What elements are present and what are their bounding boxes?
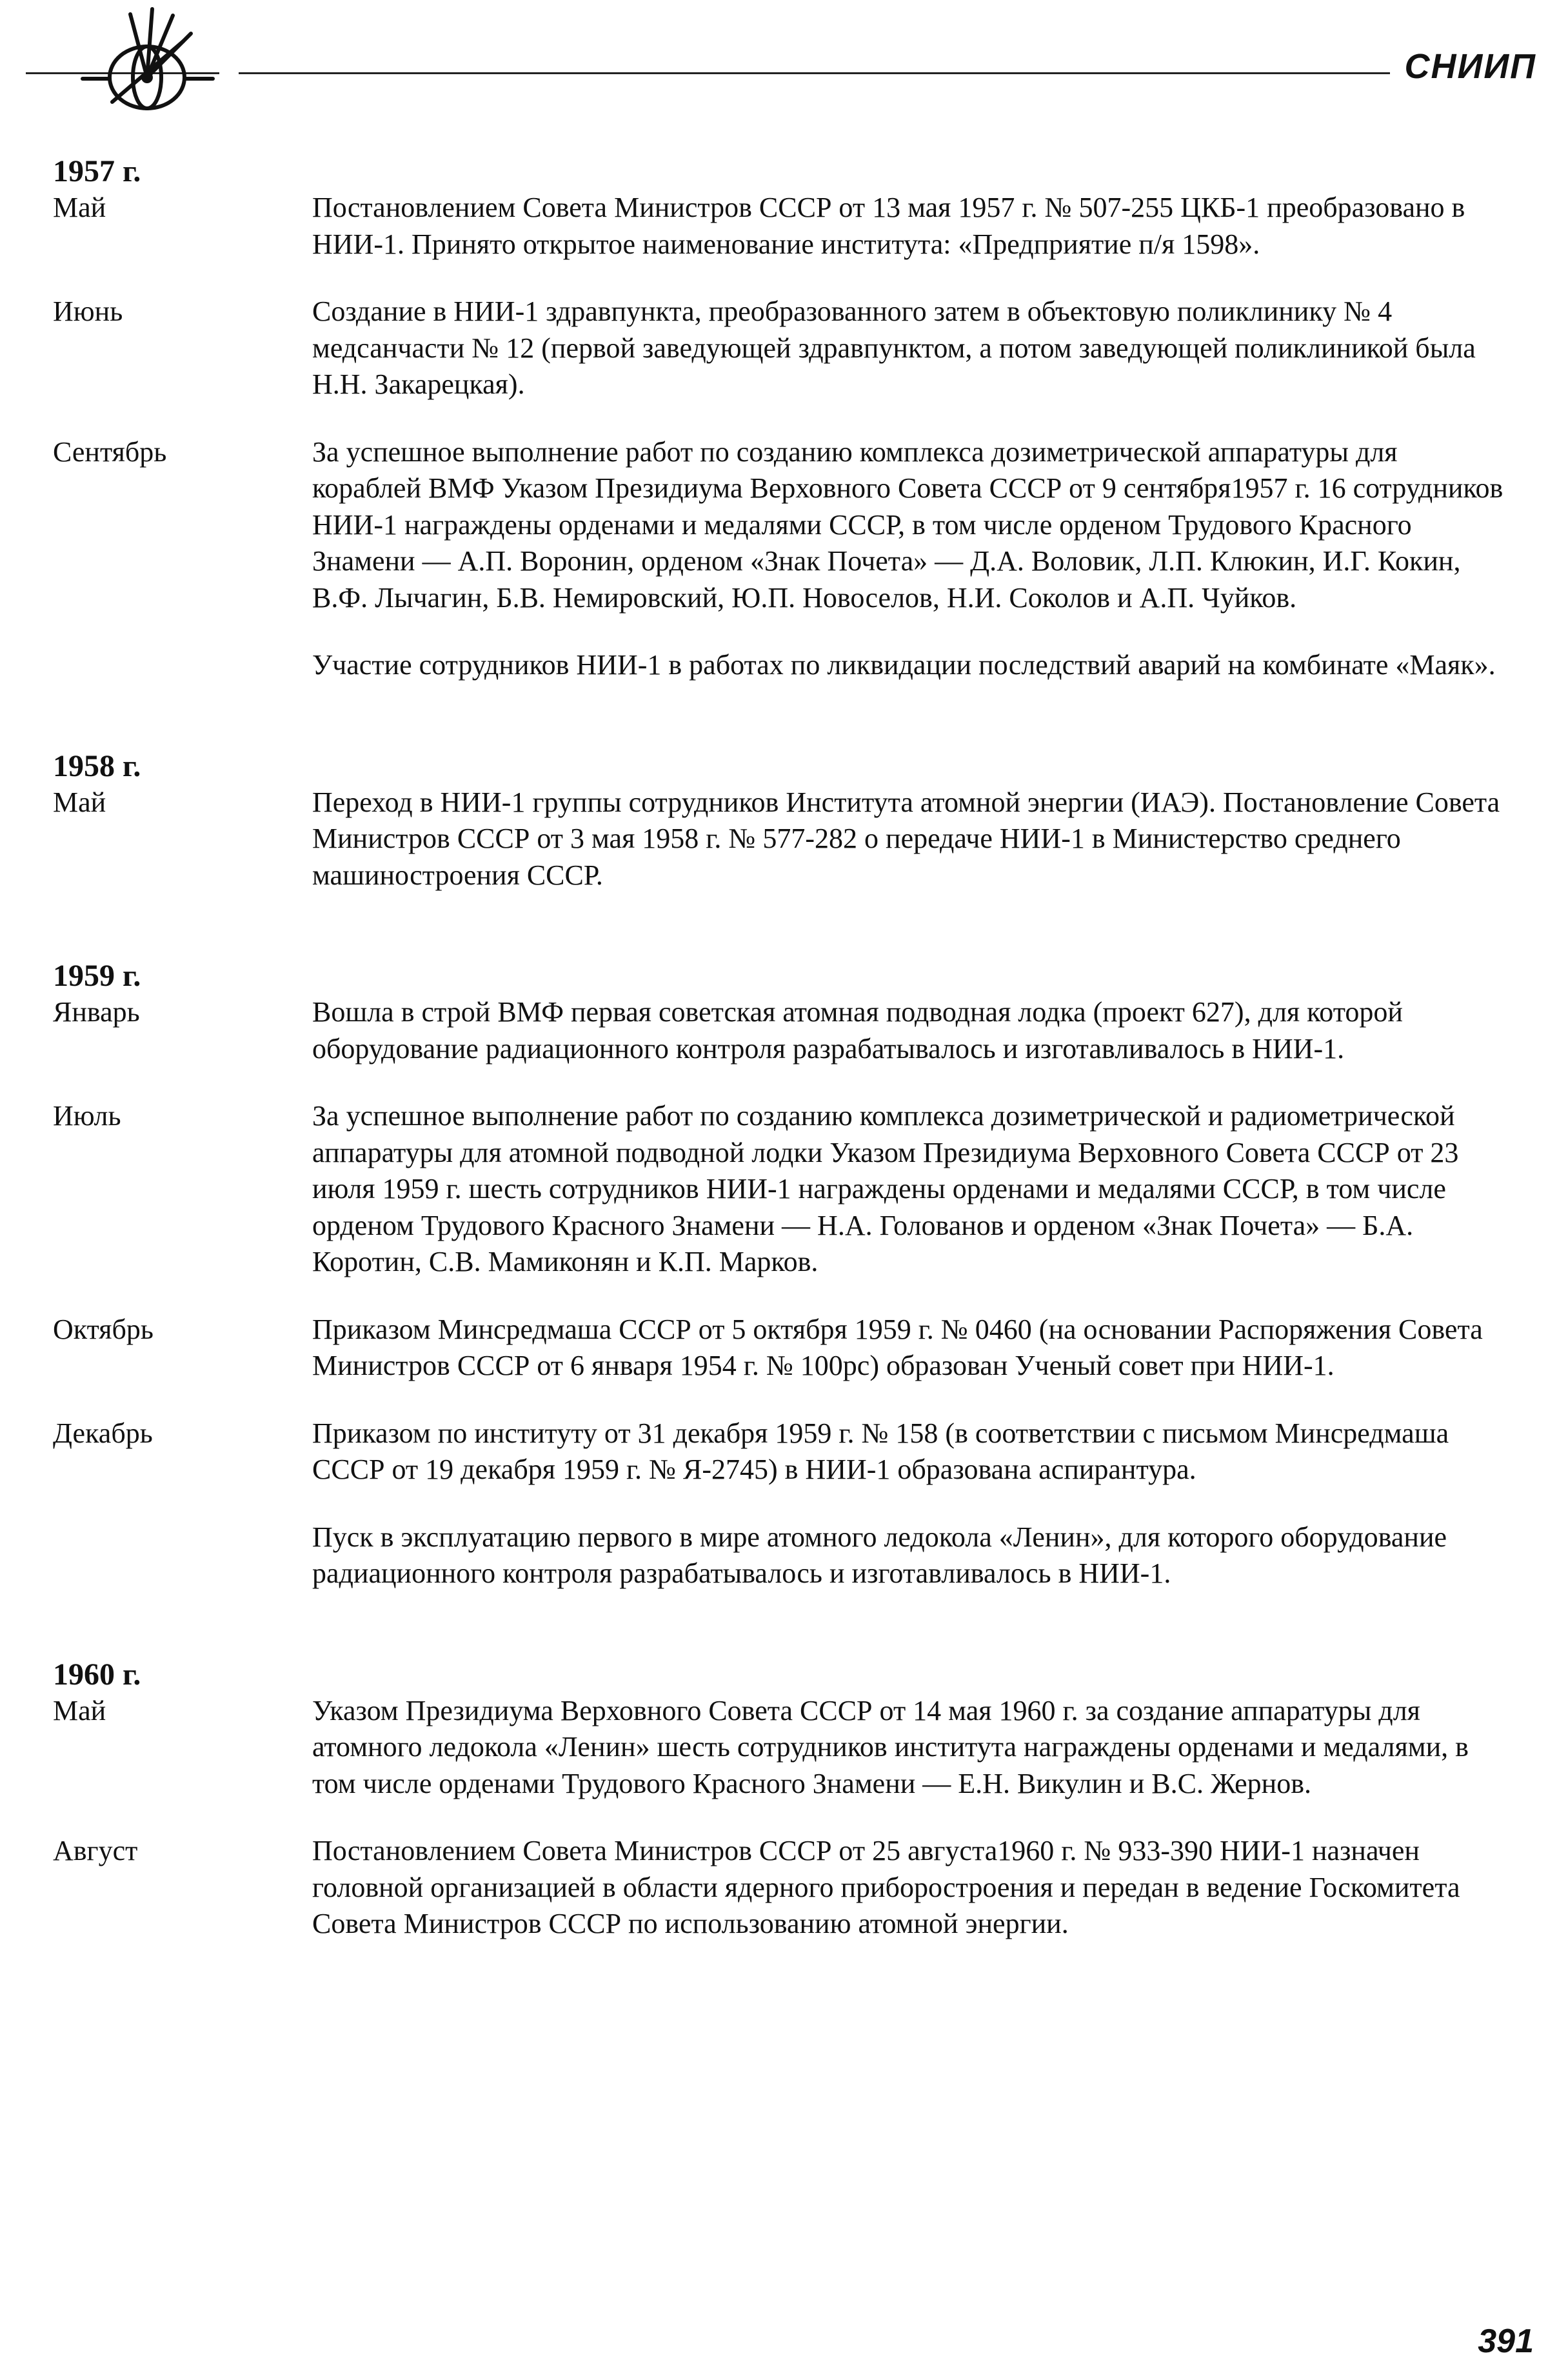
month-label: Сентябрь (53, 435, 167, 468)
entry-text: Пуск в эксплуатацию первого в мире атомного ледокола «Ленин», для которого оборудование радиационного контроля разрабатывалось и изготавливалось в НИИ-1. (312, 1521, 1447, 1589)
entry-text: Указом Президиума Верховного Совета СССР от 14 мая 1960 г. за создание аппаратуры для атомного ледокола «Ленин» шесть сотрудников института награждены орденами и медалями, в том числе орденами Трудового Красного Знамени — Е.Н. Викулин и В.С. Жернов. (312, 1694, 1469, 1799)
month-label: Июнь (53, 295, 123, 327)
chronology (53, 154, 1504, 1943)
entry-text: Приказом по институту от 31 декабря 1959 г. № 158 (в соответствии с письмом Минсредмаша СССР от 19 декабря 1959 г. № Я-2745) в НИИ-1 образована аспирантура. (312, 1417, 1449, 1485)
entry-1957-may (53, 190, 1504, 263)
entry-1959-december (53, 1415, 1504, 1592)
entry-1959-january (53, 994, 1504, 1067)
month-label: Май (53, 1694, 106, 1726)
atom-emblem-icon (76, 5, 218, 115)
year-heading: 1958 г. (53, 748, 141, 783)
entry-1958-may (53, 785, 1504, 894)
entry-1960-may (53, 1693, 1504, 1803)
year-heading: 1957 г. (53, 154, 141, 188)
entry-1959-october (53, 1312, 1504, 1385)
entry-text: За успешное выполнение работ по созданию комплекса дозиметрической и радиометрической аппаратуры для атомной подводной лодки Указом Президиума Верховного Совета СССР от 23 июля 1959 г. шесть сотрудников НИИ-1 награждены орденами и медалями СССР, в том числе орденом Трудового Красного Знамени — Н.А. Голованов и орденом «Знак Почета» — Б.А. Коротин, С.В. Мамиконян и К.П. Марков. (312, 1100, 1459, 1277)
entry-text: Переход в НИИ-1 группы сотрудников Института атомной энергии (ИАЭ). Постановление Совета Министров СССР от 3 мая 1958 г. № 577-282 о передаче НИИ-1 в Министерство среднего машиностроения СССР. (312, 786, 1500, 891)
month-label: Октябрь (53, 1313, 154, 1345)
month-label: Июль (53, 1100, 121, 1132)
month-label: Январь (53, 996, 140, 1028)
entry-text: Приказом Минсредмаша СССР от 5 октября 1959 г. № 0460 (на основании Распоряжения Совета Министров СССР от 6 января 1954 г. № 100рс) образован Ученый совет при НИИ-1. (312, 1313, 1483, 1381)
entry-1957-september (53, 434, 1504, 684)
entry-1957-june (53, 294, 1504, 403)
entry-text: Постановлением Совета Министров СССР от 25 августа1960 г. № 933-390 НИИ-1 назначен головной организацией в области ядерного приборостроения и передан в ведение Госкомитета Совета Министров СССР по использованию атомной энергии. (312, 1835, 1460, 1939)
entry-text: За успешное выполнение работ по созданию комплекса дозиметрической аппаратуры для кораблей ВМФ Указом Президиума Верховного Совета СССР от 9 сентября1957 г. 16 сотрудников НИИ-1 награждены орденами и медалями СССР, в том числе орденом Трудового Красного Знамени — А.П. Воронин, орденом «Знак Почета» — Д.А. Воловик, Л.П. Клюкин, И.Г. Кокин, В.Ф. Лычагин, Б.В. Немировский, Ю.П. Новоселов, Н.И. Соколов и А.П. Чуйков. (312, 435, 1503, 614)
entry-text: Создание в НИИ-1 здравпункта, преобразованного затем в объектовую поликлинику № 4 медсанчасти № 12 (первой заведующей здравпунктом, а потом заведующей поликлиникой была Н.Н. Закарецкая). (312, 295, 1476, 400)
page-header (0, 0, 1548, 129)
month-label: Декабрь (53, 1417, 153, 1449)
entry-text: Участие сотрудников НИИ-1 в работах по ликвидации последствий аварий на комбинате «Маяк». (312, 649, 1496, 681)
year-block-1958 (53, 748, 1504, 894)
month-label: Август (53, 1835, 138, 1866)
entry-1960-august (53, 1833, 1504, 1943)
organization-name: СНИИП (1390, 46, 1536, 86)
year-block-1960 (53, 1657, 1504, 1943)
entry-1959-july (53, 1098, 1504, 1281)
month-label: Май (53, 192, 106, 223)
month-label: Май (53, 786, 106, 818)
entry-text: Вошла в строй ВМФ первая советская атомная подводная лодка (проект 627), для которой оборудование радиационного контроля разрабатывалось и изготавливалось в НИИ-1. (312, 996, 1403, 1065)
year-heading: 1959 г. (53, 959, 141, 993)
page-number: 391 (1478, 2323, 1534, 2360)
year-heading: 1960 г. (53, 1657, 141, 1692)
year-block-1959 (53, 958, 1504, 1592)
year-block-1957 (53, 154, 1504, 684)
entry-text: Постановлением Совета Министров СССР от 13 мая 1957 г. № 507-255 ЦКБ-1 преобразовано в НИИ-1. Принято открытое наименование института: «Предприятие п/я 1598». (312, 192, 1465, 260)
